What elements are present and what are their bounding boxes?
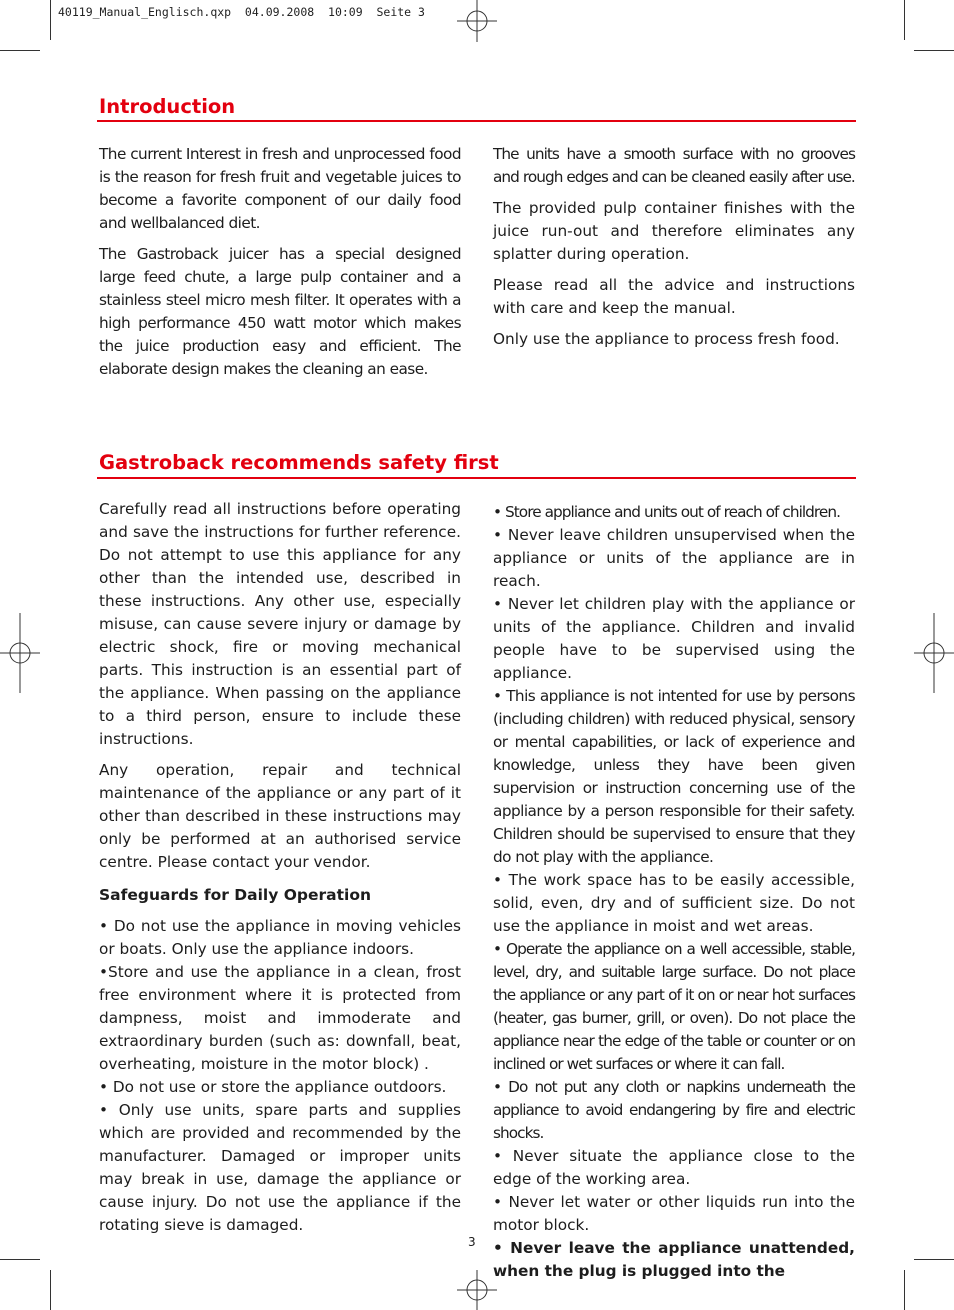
registration-mark-top-icon — [457, 0, 497, 42]
intro-paragraph-4: The provided pulp container finishes with the juice run-out and therefore eliminates any splatter during operation. — [493, 199, 855, 263]
crop-mark-top-right-h — [914, 50, 954, 51]
safeguards-subheading: Safeguards for Daily Operation — [99, 886, 372, 904]
page-number: 3 — [468, 1235, 476, 1249]
safety-paragraph-1: Carefully read all instructions before operating and save the instructions for further reference. Do not attempt to use this appliance for any other than the intended use, described in these instructions. Any other use, especially misuse, can cause severe injury or damage by electric shock, fire or moving mechanical parts. This instruction is an essential part of the appliance. When passing on the appliance to a third person, ensure to include these instructions. — [99, 500, 461, 748]
safety-bullet-1: • Store appliance and units out of reach of children. — [493, 503, 841, 521]
safety-bullet-5: • The work space has to be easily accessible, solid, even, dry and of sufficient size. Do not use the appliance in moist and wet areas. — [493, 871, 855, 935]
crop-mark-bottom-left-v — [50, 1270, 51, 1310]
intro-paragraph-5: Please read all the advice and instructions with care and keep the manual. — [493, 276, 855, 317]
introduction-left-column — [99, 143, 461, 389]
intro-paragraph-6: Only use the appliance to process fresh food. — [493, 330, 840, 348]
safeguard-bullet-3: • Do not use or store the appliance outdoors. — [99, 1078, 447, 1096]
safety-bullet-2: • Never leave children unsupervised when the appliance or units of the appliance are in reach. — [493, 526, 855, 590]
safety-bullet-7: • Do not put any cloth or napkins underneath the appliance to avoid endangering by fire and electric shocks. — [493, 1078, 855, 1142]
registration-mark-left-icon — [0, 613, 40, 693]
safety-left-column — [99, 498, 461, 1237]
safety-right-column — [493, 501, 855, 1283]
intro-paragraph-2: The Gastroback juicer has a special designed large feed chute, a large pulp container and a stainless steel micro mesh filter. It operates with a high performance 450 watt motor which makes the juice production easy and efficient. The elaborate design makes the cleaning an ease. — [99, 245, 461, 378]
intro-paragraph-3: The units have a smooth surface with no grooves and rough edges and can be cleaned easily after use. — [493, 145, 855, 186]
safety-paragraph-2: Any operation, repair and technical maintenance of the appliance or any part of it other than described in these instructions may only be performed at an authorised service centre. Please contact your vendor. — [99, 761, 461, 871]
safeguard-bullet-4: • Only use units, spare parts and supplies which are provided and recommended by the manufacturer. Damaged or improper units may break in use, damage the appliance or cause injury. Do not use the appliance if the rotating sieve is damaged. — [99, 1101, 461, 1234]
crop-mark-bottom-right-h — [914, 1259, 954, 1260]
introduction-rule — [97, 120, 856, 122]
print-slug: 40119_Manual_Englisch.qxp 04.09.2008 10:09 Seite 3 — [58, 5, 425, 19]
safety-bullet-3: • Never let children play with the appliance or units of the appliance. Children and invalid people have to be supervised using the appliance. — [493, 595, 855, 682]
introduction-title: Introduction — [99, 95, 236, 118]
registration-mark-bottom-icon — [457, 1270, 497, 1310]
safeguard-bullet-2: •Store and use the appliance in a clean, frost free environment where it is protected from dampness, moist and immoderate and extraordinary burden (such as: downfall, beat, overheating, moisture in the motor block) . — [99, 963, 461, 1073]
intro-paragraph-1: The current Interest in fresh and unprocessed food is the reason for fresh fruit and vegetable juices to become a favorite component of our daily food and wellbalanced diet. — [99, 145, 461, 232]
crop-mark-bottom-right-v — [904, 1270, 905, 1310]
crop-mark-top-left-h — [0, 50, 40, 51]
crop-mark-top-right-v — [904, 0, 905, 40]
registration-mark-right-icon — [914, 613, 954, 693]
safety-bullet-8: • Never situate the appliance close to the edge of the working area. — [493, 1147, 855, 1188]
safety-title: Gastroback recommends safety first — [99, 451, 499, 474]
safety-bullet-9: • Never let water or other liquids run into the motor block. — [493, 1193, 855, 1234]
safeguard-bullet-1: • Do not use the appliance in moving vehicles or boats. Only use the appliance indoors. — [99, 917, 461, 958]
safety-rule — [97, 477, 856, 479]
safety-bullet-10: • Never leave the appliance unattended, when the plug is plugged into the — [493, 1239, 855, 1280]
introduction-right-column — [493, 143, 855, 359]
safety-bullet-6: • Operate the appliance on a well accessible, stable, level, dry, and suitable large surface. Do not place the appliance or any part of it on or near hot surfaces (heater, gas burner, grill, or oven). Do not place the appliance near the edge of the table or counter or on inclined or wet surfaces or where it can fall. — [493, 940, 855, 1073]
safety-bullet-4: • This appliance is not intented for use by persons (including children) with reduced physical, sensory or mental capabilities, or lack of experience and knowledge, unless they have been given supervision or instruction concerning use of the appliance by a person responsible for their safety. Children should be supervised to ensure that they do not play with the appliance. — [493, 687, 855, 866]
crop-mark-top-left-v — [50, 0, 51, 40]
crop-mark-bottom-left-h — [0, 1259, 40, 1260]
